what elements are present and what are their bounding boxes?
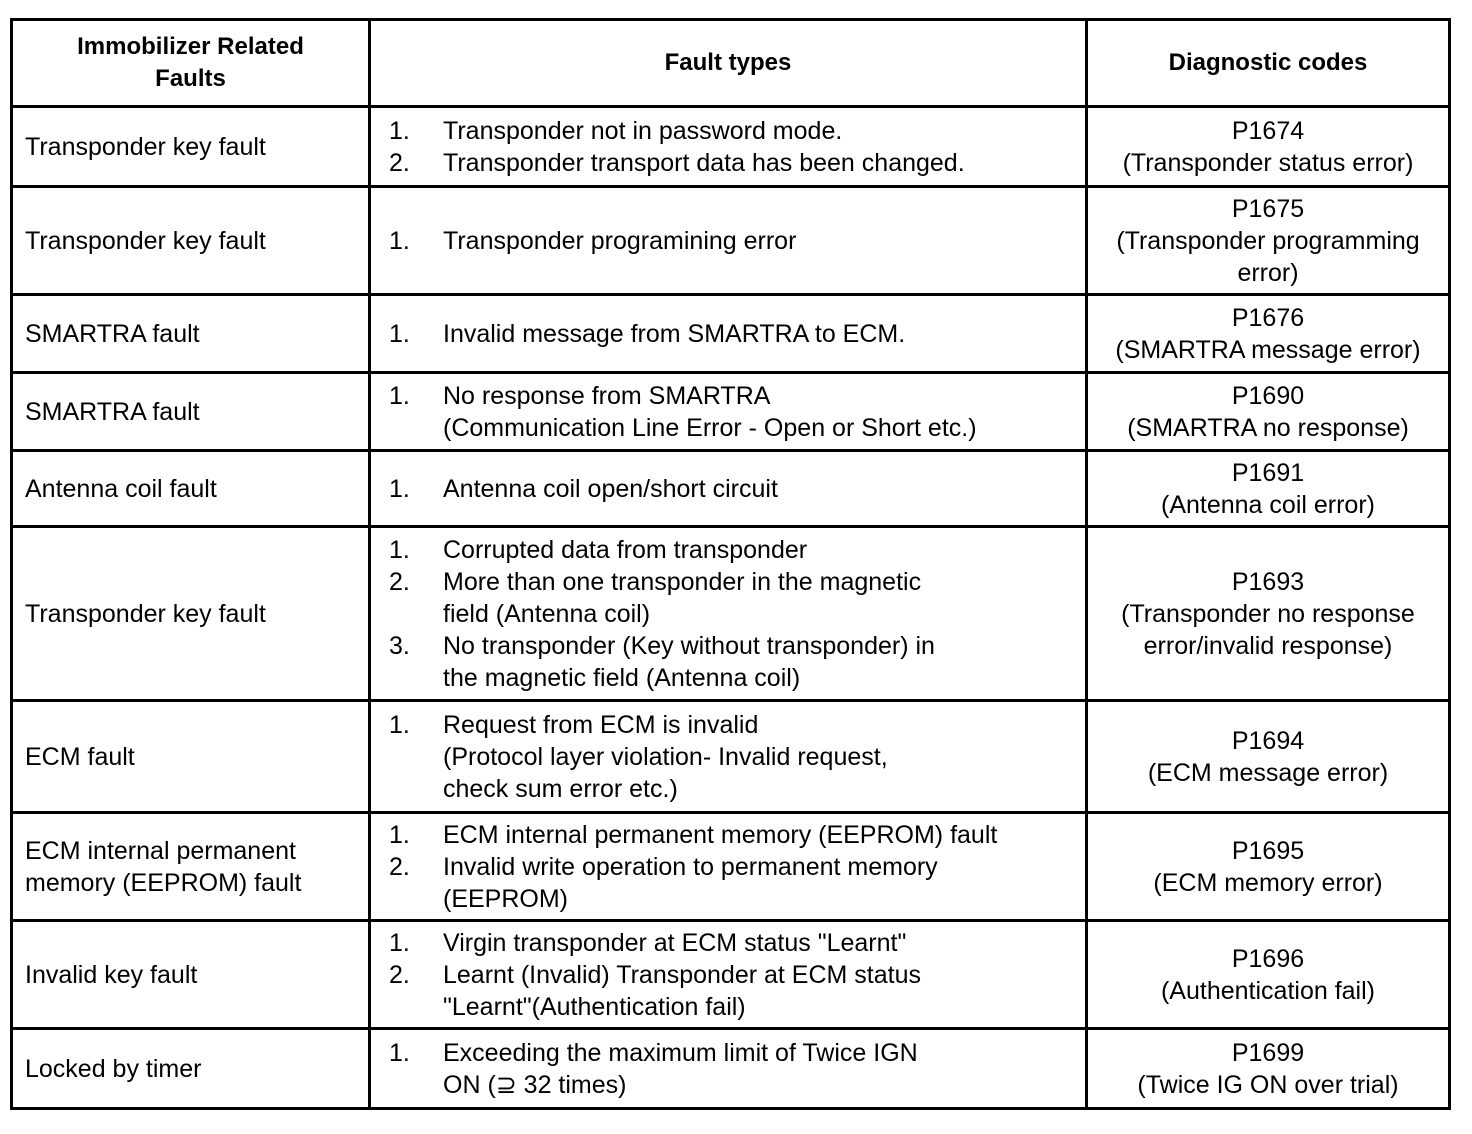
fault-type-list [383,318,1073,350]
fault-name-cell: ECM internal permanent memory (EEPROM) fault [12,813,370,921]
fault-type-item [383,147,1073,179]
fault-type-text: Exceeding the maximum limit of Twice IGN ON (⊇ 32 times) [443,1038,918,1099]
fault-type-item [383,927,1073,959]
diagnostic-code-cell [1087,187,1450,295]
fault-type-number: 3. [389,631,410,660]
fault-name-cell: Invalid key fault [12,921,370,1029]
fault-type-number: 1. [389,535,410,564]
fault-type-item [383,534,1073,566]
fault-name-cell: ECM fault [12,701,370,813]
fault-type-number: 1. [389,116,410,145]
fault-name-cell: Transponder key fault [12,527,370,701]
fault-type-number: 2. [389,960,410,989]
fault-type-number: 1. [389,928,410,957]
fault-types-cell [370,187,1087,295]
fault-type-item [383,473,1073,505]
fault-type-text: Transponder programining error [443,226,797,255]
fault-type-number: 2. [389,567,410,596]
fault-type-number: 1. [389,226,410,255]
table-row [12,527,1450,701]
diagnostic-code: P1691 [1231,458,1305,487]
immobilizer-fault-table [10,18,1451,1110]
fault-type-list [383,380,1073,444]
fault-type-text: Transponder not in password mode. [443,116,843,145]
diagnostic-code-cell [1087,1029,1450,1109]
fault-type-item [383,225,1073,257]
diagnostic-code-description: (ECM message error) [1147,758,1389,787]
fault-types-cell [370,527,1087,701]
table-row [12,1029,1450,1109]
header-row [12,20,1450,107]
fault-type-text: No response from SMARTRA (Communication Line Error - Open or Short etc.) [443,381,977,442]
header-fault-types: Fault types [370,20,1087,107]
fault-type-number: 1. [389,381,410,410]
fault-type-text: Request from ECM is invalid (Protocol layer violation- Invalid request, check sum error etc.) [443,710,888,803]
fault-name-cell: Antenna coil fault [12,451,370,527]
fault-type-text: Transponder transport data has been changed. [443,148,965,177]
fault-type-number: 1. [389,1038,410,1067]
header-diagnostic-codes: Diagnostic codes [1087,20,1450,107]
fault-types-cell [370,701,1087,813]
fault-type-item [383,566,1073,630]
table-body [12,107,1450,1109]
fault-type-list [383,927,1073,1023]
fault-types-cell [370,451,1087,527]
fault-type-number: 1. [389,474,410,503]
diagnostic-code-cell [1087,701,1450,813]
fault-type-item [383,819,1073,851]
fault-types-cell [370,1029,1087,1109]
fault-types-cell [370,295,1087,373]
fault-type-number: 1. [389,710,410,739]
table-row [12,295,1450,373]
table-row [12,107,1450,187]
diagnostic-code-description: (Transponder no response error/invalid response) [1121,599,1415,660]
diagnostic-code: P1696 [1231,944,1305,973]
fault-type-text: Antenna coil open/short circuit [443,474,778,503]
diagnostic-code: P1694 [1231,726,1305,755]
fault-name-cell: SMARTRA fault [12,373,370,451]
diagnostic-code: P1675 [1231,194,1305,223]
diagnostic-code-description: (ECM memory error) [1153,868,1383,897]
fault-type-text: Corrupted data from transponder [443,535,808,564]
fault-type-text: Virgin transponder at ECM status "Learnt" [443,928,907,957]
diagnostic-code-description: (Transponder status error) [1122,148,1414,177]
fault-types-cell [370,813,1087,921]
table-row [12,187,1450,295]
diagnostic-code-description: (Antenna coil error) [1161,490,1375,519]
fault-type-text: ECM internal permanent memory (EEPROM) fault [443,820,998,849]
fault-types-cell [370,373,1087,451]
diagnostic-code: P1676 [1231,303,1305,332]
diagnostic-code: P1695 [1231,836,1305,865]
table-row [12,701,1450,813]
table-row [12,921,1450,1029]
fault-name-cell: Transponder key fault [12,187,370,295]
header-faults [12,20,370,107]
fault-type-item [383,318,1073,350]
fault-name-cell: SMARTRA fault [12,295,370,373]
fault-types-cell [370,921,1087,1029]
fault-type-text: Invalid message from SMARTRA to ECM. [443,319,906,348]
fault-type-number: 2. [389,148,410,177]
fault-type-list [383,225,1073,257]
diagnostic-code: P1690 [1231,381,1305,410]
fault-type-text: Invalid write operation to permanent memory (EEPROM) [443,852,938,913]
diagnostic-code-cell [1087,921,1450,1029]
diagnostic-code-description: (SMARTRA message error) [1115,335,1421,364]
diagnostic-code-cell [1087,451,1450,527]
fault-type-number: 1. [389,820,410,849]
diagnostic-code-cell [1087,107,1450,187]
fault-type-number: 2. [389,852,410,881]
fault-type-text: No transponder (Key without transponder) in the magnetic field (Antenna coil) [443,631,935,692]
fault-type-item [383,630,1073,694]
diagnostic-code-cell [1087,527,1450,701]
diagnostic-code-description: (SMARTRA no response) [1127,413,1409,442]
fault-types-cell [370,107,1087,187]
fault-type-item [383,709,1073,805]
fault-type-list [383,534,1073,694]
fault-type-item [383,380,1073,444]
fault-type-item [383,115,1073,147]
diagnostic-code-description: (Twice IG ON over trial) [1137,1070,1399,1099]
fault-type-list [383,473,1073,505]
table-row [12,373,1450,451]
fault-type-number: 1. [389,319,410,348]
table-row [12,813,1450,921]
diagnostic-code: P1699 [1231,1038,1305,1067]
diagnostic-code-cell [1087,373,1450,451]
fault-type-list [383,1037,1073,1101]
fault-type-item [383,851,1073,915]
fault-type-text: Learnt (Invalid) Transponder at ECM status "Learnt"(Authentication fail) [443,960,922,1021]
diagnostic-code-cell [1087,813,1450,921]
diagnostic-code: P1693 [1231,567,1305,596]
header-faults-line2: Faults [155,65,226,92]
diagnostic-code-cell [1087,295,1450,373]
diagnostic-code-description: (Authentication fail) [1160,976,1375,1005]
fault-type-list [383,819,1073,915]
fault-type-list [383,709,1073,805]
fault-name-cell: Locked by timer [12,1029,370,1109]
fault-name-cell: Transponder key fault [12,107,370,187]
diagnostic-code-description: (Transponder programming error) [1116,226,1420,287]
fault-type-list [383,115,1073,179]
fault-type-item [383,959,1073,1023]
table-row [12,451,1450,527]
header-faults-line1: Immobilizer Related [77,33,304,60]
diagnostic-code: P1674 [1231,116,1305,145]
fault-type-text: More than one transponder in the magnetic field (Antenna coil) [443,567,922,628]
fault-type-item [383,1037,1073,1101]
